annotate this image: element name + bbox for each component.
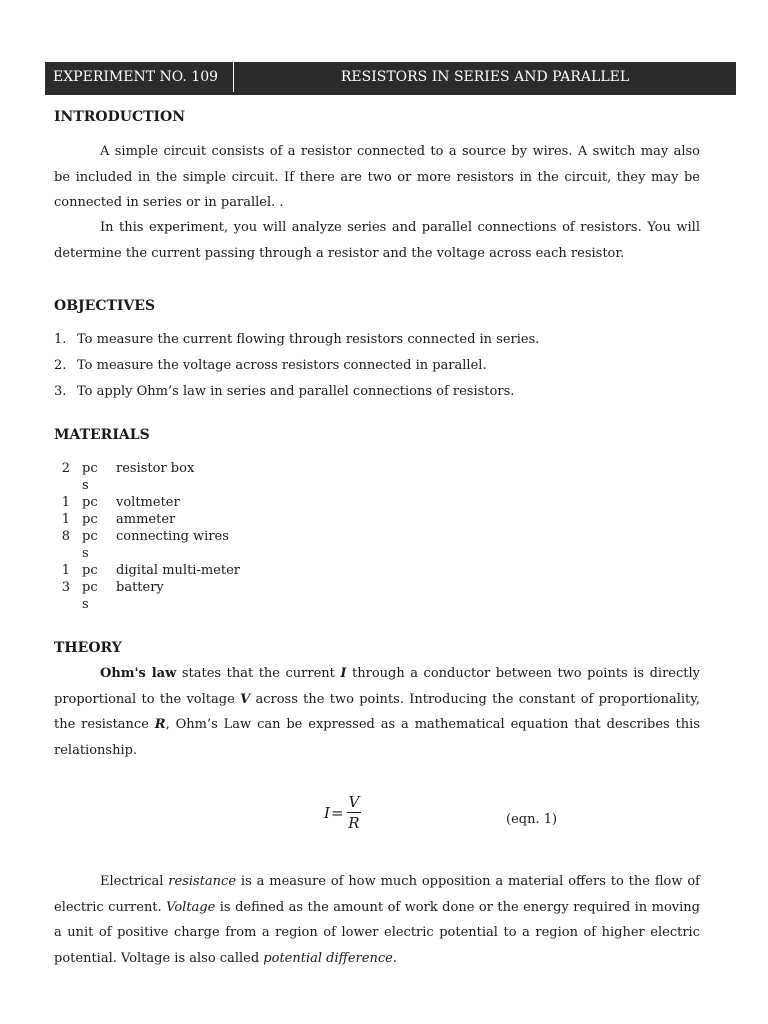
text-run: across the two points. Introducing the constant of proportionality, the resistance — [54, 691, 700, 732]
material-unit: pc — [82, 495, 98, 510]
material-row — [54, 494, 454, 511]
introduction-paragraph-1 — [54, 139, 700, 216]
theory-paragraph-1 — [54, 661, 700, 763]
text-run: is defined as the amount of work done or the energy required in moving a unit of positive charge from a region of lower electric potential to a region of higher electric potential. Voltage is also called — [54, 899, 700, 966]
list-text: To measure the current flowing through resistors connected in series. — [77, 332, 540, 347]
list-number: 3. — [54, 384, 67, 399]
theory-heading: THEORY — [54, 640, 122, 656]
material-unit: pcs — [82, 529, 98, 561]
material-desc: resistor box — [116, 461, 195, 476]
current-symbol: I — [340, 666, 347, 681]
text-run: is a measure of how much opposition a material offers to the flow of electric current. — [54, 874, 700, 915]
material-unit: pc — [82, 563, 98, 578]
materials-list — [54, 460, 454, 613]
ohms-law-term: Ohm's law — [100, 666, 177, 681]
material-row — [54, 528, 454, 562]
material-desc: digital multi-meter — [116, 563, 241, 578]
voltage-symbol: V — [240, 691, 251, 707]
text-run: states that the current — [176, 666, 341, 681]
text-run: , Ohm’s Law can be expressed as a mathematical equation that describes this relationship. — [54, 717, 700, 758]
ohms-law-formula — [324, 793, 361, 832]
material-qty: 2 — [61, 461, 70, 476]
theory-text-1 — [54, 661, 700, 763]
potential-difference-term: potential difference — [263, 950, 393, 966]
list-item — [54, 353, 700, 379]
resistance-symbol: R — [154, 717, 166, 732]
list-item — [54, 379, 700, 405]
material-qty: 3 — [61, 580, 70, 595]
objectives-list — [54, 327, 700, 405]
material-qty: 1 — [61, 512, 70, 527]
experiment-number: EXPERIMENT NO. 109 — [45, 62, 234, 92]
material-qty: 8 — [61, 529, 70, 544]
equation-label: (eqn. 1) — [506, 812, 558, 827]
material-row — [54, 460, 454, 494]
theory-text-2 — [54, 869, 700, 971]
voltage-term: Voltage — [166, 899, 216, 915]
material-desc: voltmeter — [116, 495, 180, 510]
list-number: 2. — [54, 358, 67, 373]
material-unit: pc — [82, 512, 98, 527]
text-run: . — [392, 950, 397, 966]
material-qty: 1 — [61, 495, 70, 510]
material-desc: ammeter — [116, 512, 176, 527]
text-run: Electrical — [100, 874, 169, 889]
material-unit: pcs — [82, 461, 98, 493]
list-item — [54, 327, 700, 353]
formula-denominator: R — [348, 814, 360, 832]
material-row — [54, 579, 454, 613]
introduction-text-1: A simple circuit consists of a resistor connected to a source by wires. A switch may also be included in the simple circuit. If there are two or more resistors in the circuit, they may be connected in series or in parallel. . — [54, 144, 700, 210]
formula-numerator: V — [348, 793, 360, 811]
introduction-text-2: In this experiment, you will analyze series and parallel connections of resistors. You will determine the current passing through a resistor and the voltage across each resistor. — [54, 220, 700, 261]
text-run: through a conductor between two points is directly proportional to the voltage — [54, 666, 700, 707]
material-desc: connecting wires — [116, 529, 229, 544]
material-row — [54, 562, 454, 579]
list-number: 1. — [54, 332, 67, 347]
materials-heading: MATERIALS — [54, 427, 150, 443]
experiment-title: RESISTORS IN SERIES AND PARALLEL — [340, 69, 630, 85]
experiment-header — [45, 62, 736, 95]
material-qty: 1 — [61, 563, 70, 578]
theory-paragraph-2 — [54, 869, 700, 971]
material-row — [54, 511, 454, 528]
material-desc: battery — [116, 580, 164, 595]
resistance-term: resistance — [168, 874, 237, 889]
list-text: To measure the voltage across resistors connected in parallel. — [77, 358, 487, 373]
formula-equals: = — [330, 803, 344, 822]
formula-fraction — [347, 793, 362, 832]
introduction-paragraph-2 — [54, 215, 700, 266]
objectives-heading: OBJECTIVES — [54, 298, 156, 314]
formula-lhs: I — [324, 803, 330, 822]
material-unit: pcs — [82, 580, 98, 612]
introduction-heading: INTRODUCTION — [54, 109, 186, 125]
list-text: To apply Ohm’s law in series and parallel connections of resistors. — [77, 384, 515, 399]
